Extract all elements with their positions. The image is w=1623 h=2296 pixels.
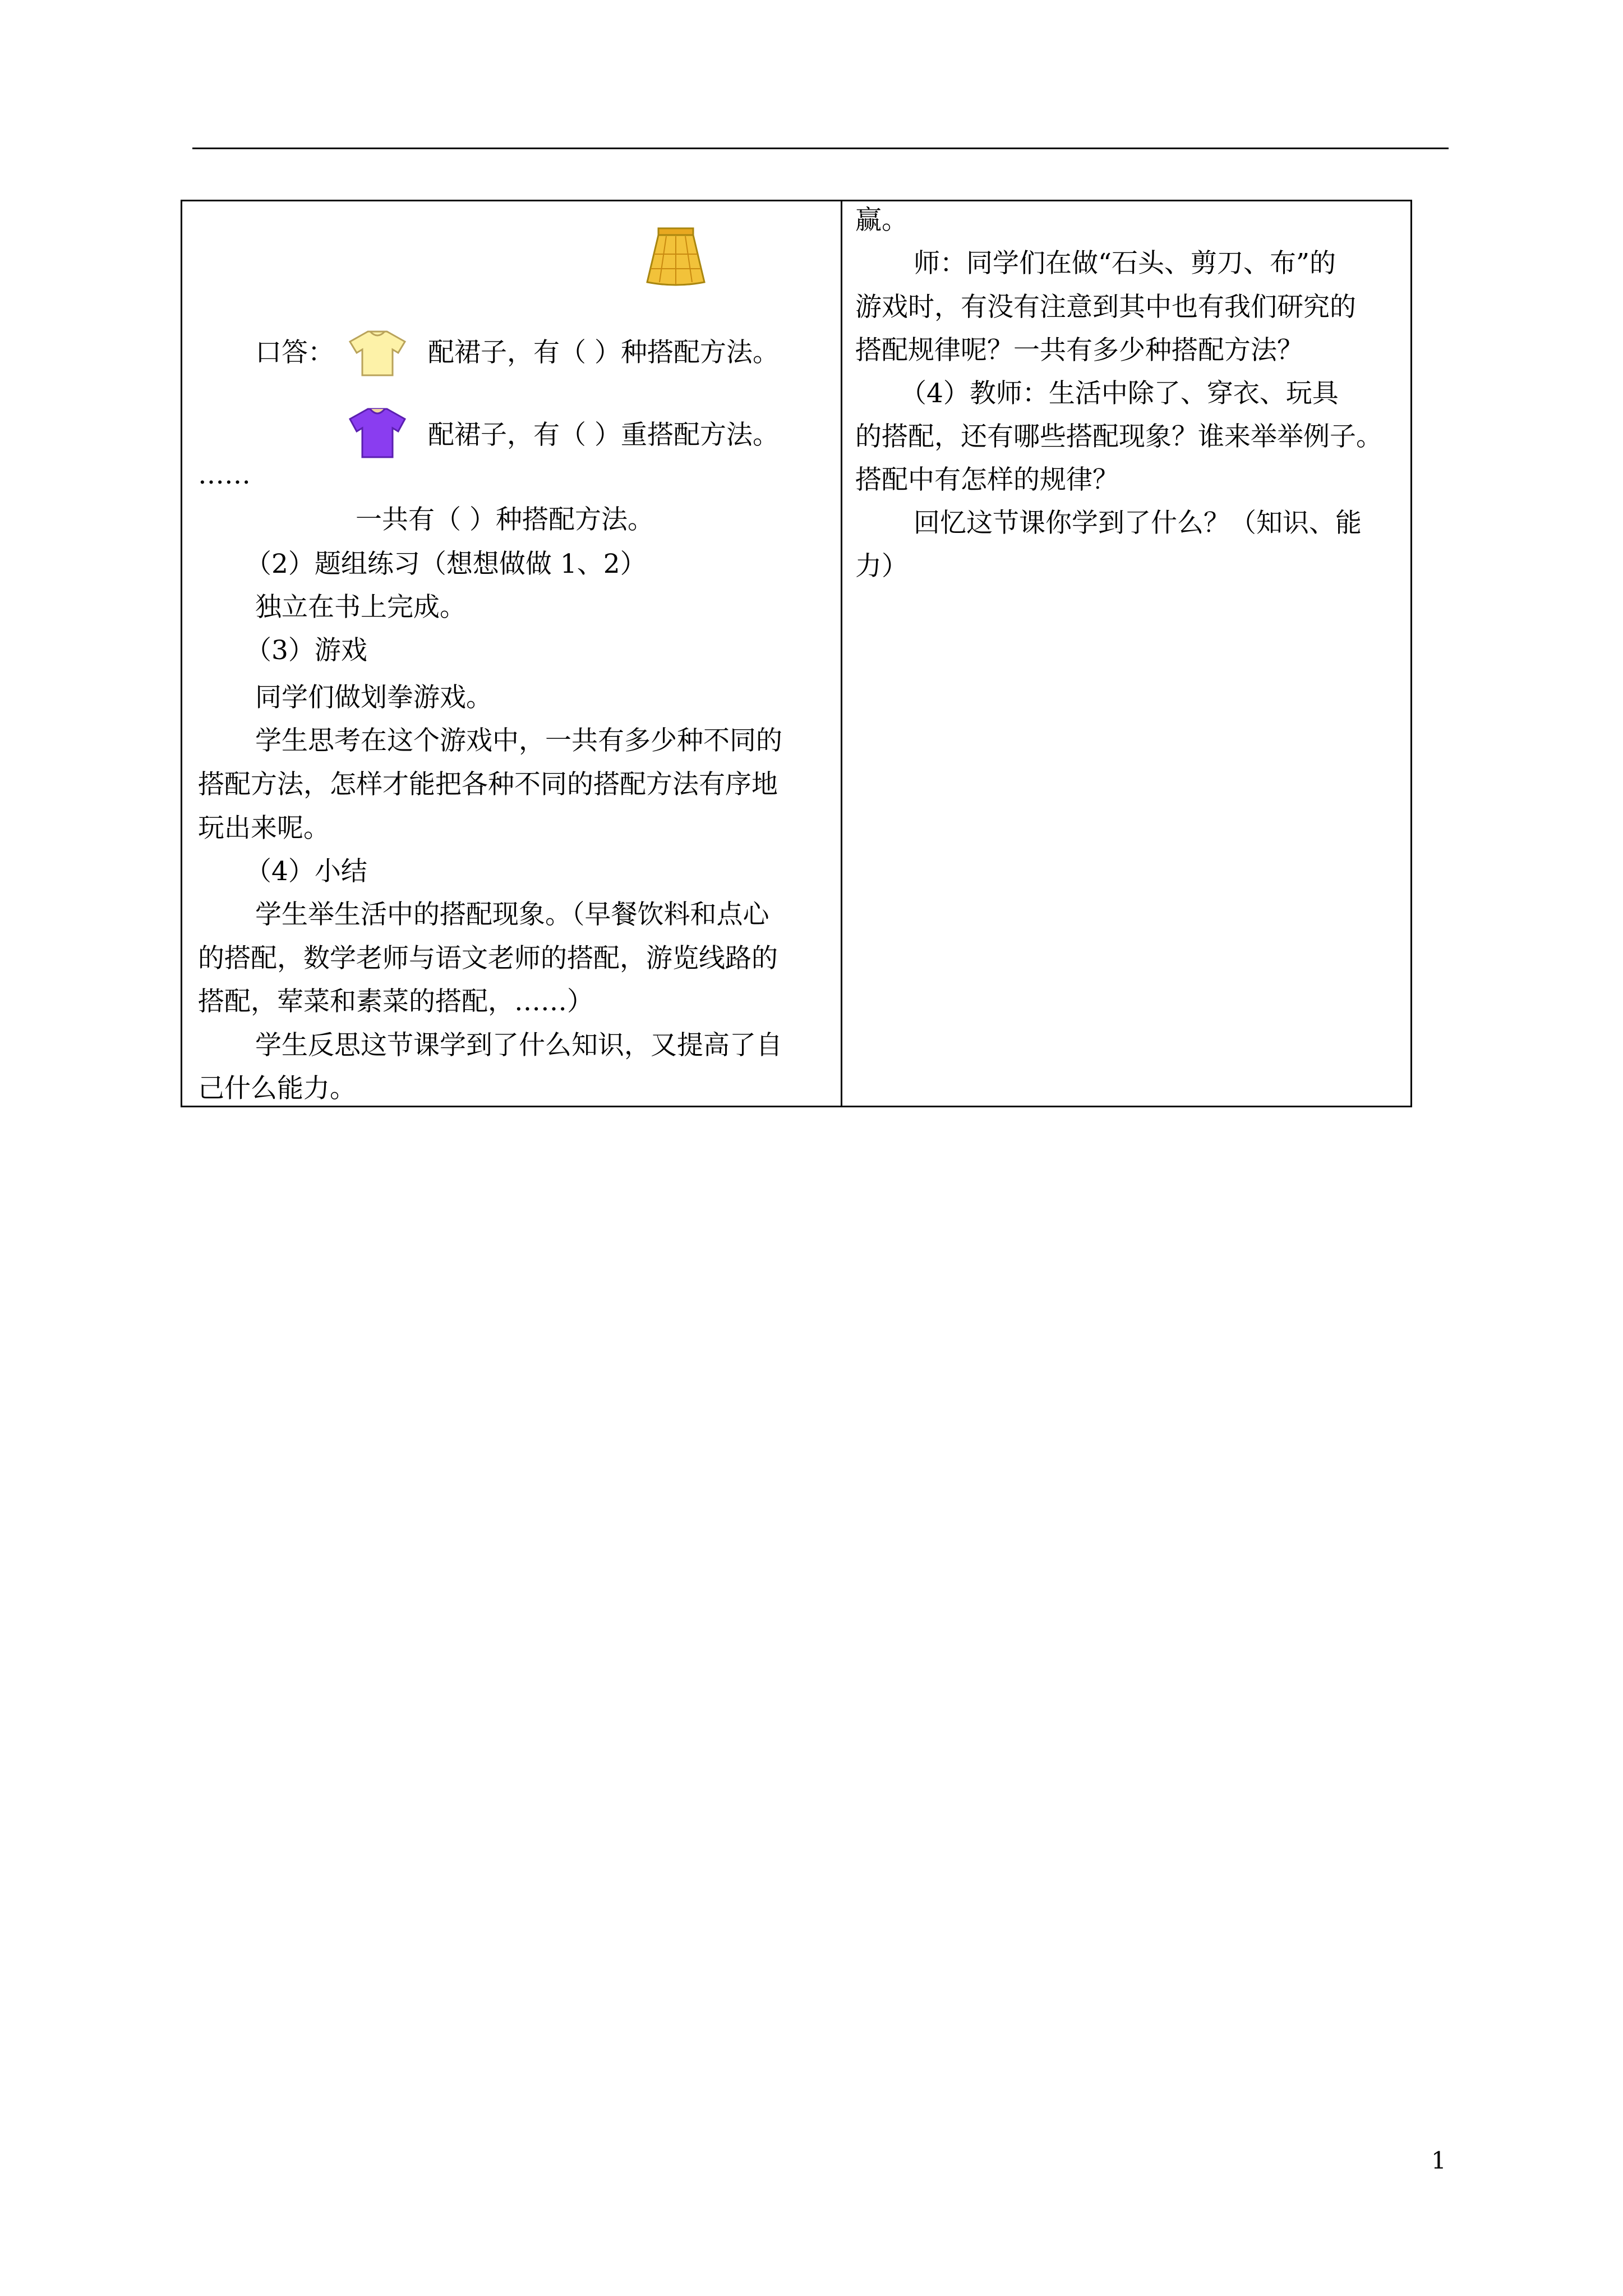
purple-shirt-icon (347, 404, 408, 461)
yellow-shirt-icon (347, 328, 408, 379)
column-divider (841, 201, 842, 1106)
q4-line-1: （4）教师：生活中除了、穿衣、玩具 (900, 378, 1339, 409)
game-text: 同学们做划拳游戏。 (255, 682, 492, 713)
think-line-3: 玩出来呢。 (198, 813, 330, 844)
shirt-line-1: 配裙子，有（ ）种搭配方法。 (428, 337, 779, 368)
skirt-icon (644, 226, 708, 289)
teacher-line-3: 搭配规律呢？一共有多少种搭配方法？ (855, 335, 1303, 366)
ellipsis: …… (198, 459, 251, 490)
example-line-2: 的搭配，数学老师与语文老师的搭配，游览线路的 (198, 943, 778, 974)
teacher-line-2: 游戏时，有没有注意到其中也有我们研究的 (855, 292, 1356, 323)
think-line-1: 学生思考在这个游戏中，一共有多少种不同的 (255, 725, 782, 756)
oral-answer-label: 口答： (255, 337, 334, 368)
q4-line-3: 搭配中有怎样的规律？ (855, 464, 1119, 495)
shirt-line-2: 配裙子，有（ ）重搭配方法。 (428, 420, 779, 450)
q4-line-2: 的搭配，还有哪些搭配现象？谁来举举例子。 (855, 421, 1382, 452)
recall-line-2: 力） (855, 551, 908, 582)
game-heading: （3）游戏 (245, 635, 367, 666)
example-line-1: 学生举生活中的搭配现象。（早餐饮料和点心 (255, 899, 769, 930)
exercise-heading: （2）题组练习（想想做做 1、2） (245, 549, 647, 579)
right-line-0: 赢。 (855, 205, 908, 236)
think-line-2: 搭配方法，怎样才能把各种不同的搭配方法有序地 (198, 769, 778, 800)
reflect-line-2: 己什么能力。 (198, 1073, 356, 1104)
teacher-line-1: 师：同学们在做“石头、剪刀、布”的 (914, 248, 1336, 279)
example-line-3: 搭配，荤菜和素菜的搭配，……） (198, 986, 593, 1017)
header-rule (192, 148, 1449, 149)
recall-line-1: 回忆这节课你学到了什么？（知识、能 (914, 508, 1362, 539)
reflect-line-1: 学生反思这节课学到了什么知识，又提高了自 (255, 1030, 782, 1061)
summary-heading: （4）小结 (245, 856, 367, 887)
page-number: 1 (1431, 2147, 1446, 2174)
lesson-table (181, 200, 1412, 1107)
total-line: 一共有（ ）种搭配方法。 (356, 504, 654, 535)
exercise-text: 独立在书上完成。 (255, 592, 466, 623)
